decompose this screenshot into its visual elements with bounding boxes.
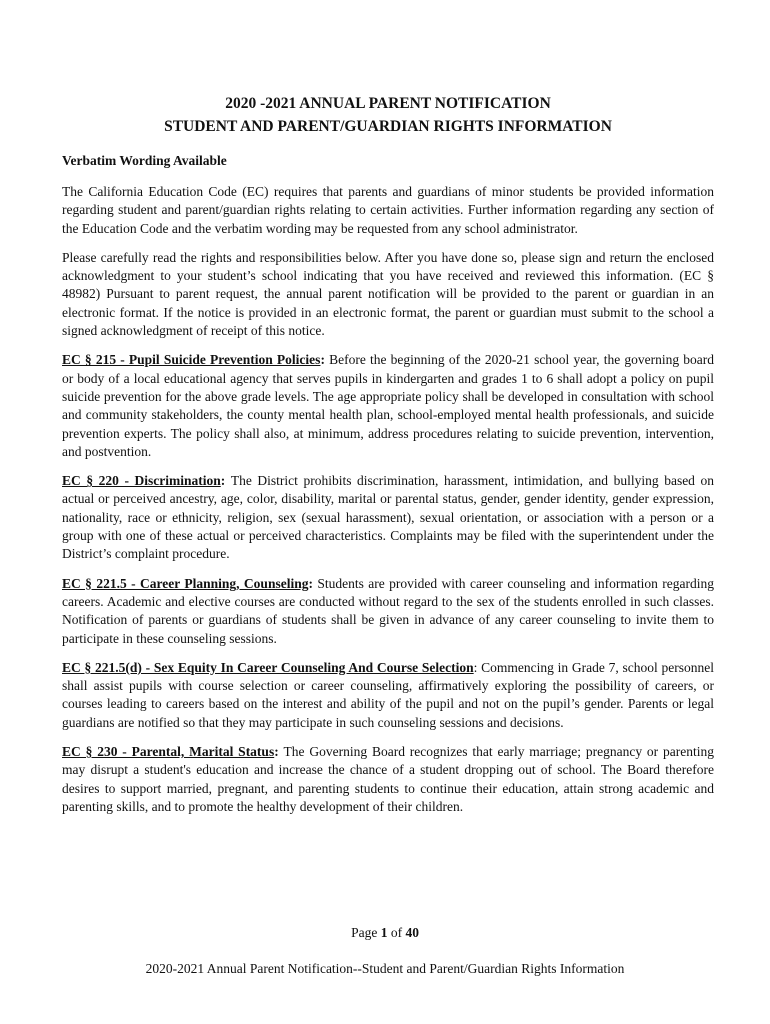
intro-paragraph-1: The California Education Code (EC) requires that parents and guardians of minor students be provided information regarding student and parent/guardian rights relating to certain activities. Further information regarding any section of the Education Code and the verbatim wording may be requested from any school administrator. (62, 184, 714, 236)
section-body: Students are provided with career counseling and information regarding careers. Academic and elective courses are conducted without regard to the sex of the students enrolled in such classes. Notification of parents or guardians of students shall be given in advance of any career counseling to invite them to participate in these counseling sessions. (62, 575, 714, 646)
page-current: 1 (380, 925, 388, 940)
title-block (62, 92, 714, 138)
page-number (0, 925, 770, 941)
page-of: of (387, 925, 406, 940)
section-separator: : (274, 744, 284, 760)
footer-document-title: 2020-2021 Annual Parent Notification--Student and Parent/Guardian Rights Information (145, 961, 625, 976)
section-body: The Governing Board recognizes that early marriage; pregnancy or parenting may disrupt a student's education and increase the chance of a student dropping out of school. The Board therefore desires to support married, pregnant, and parenting students to continue their education, attain strong academic and parenting skills, and to promote the healthy development of their children. (62, 744, 715, 814)
section-separator: : (320, 352, 330, 368)
section-ec-220 (62, 472, 714, 563)
document-title-line-1: 2020 -2021 ANNUAL PARENT NOTIFICATION (225, 95, 551, 112)
page-prefix: Page (351, 925, 381, 940)
section-title: EC § 221.5 - Career Planning, Counseling (62, 575, 309, 591)
section-body: Before the beginning of the 2020-21 school year, the governing board or body of a local educational agency that serves pupils in kindergarten and grades 1 to 6 shall adopt a policy on pupil suicide prevention for the above grade levels. The age appropriate policy shall be developed in consultation with school and community stakeholders, the county mental health plan, school-employed mental health professionals, and suicide prevention experts. The policy shall also, at minimum, address procedures relating to suicide prevention, intervention, and postvention. (62, 352, 715, 459)
section-title: EC § 221.5(d) - Sex Equity In Career Counseling And Course Selection (62, 659, 474, 675)
section-separator: : (473, 659, 482, 675)
document-body (62, 151, 714, 827)
section-body: Commencing in Grade 7, school personnel shall assist pupils with course selection or career counseling, affirmatively exploring the possibility of careers, or courses leading to careers based on the interest and ability of the pupil and not on the pupil’s gender. Parents or legal guardians are notified so that they may participate in such counseling sessions and decisions. (62, 659, 714, 730)
section-title: EC § 215 - Pupil Suicide Prevention Policies (62, 352, 321, 368)
section-ec-221-5-d (62, 659, 714, 732)
section-ec-221-5 (62, 575, 714, 648)
document-title-line-2: STUDENT AND PARENT/GUARDIAN RIGHTS INFORMATION (164, 118, 612, 135)
section-ec-230 (62, 743, 714, 816)
intro-paragraph-2: Please carefully read the rights and responsibilities below. After you have done so, please sign and return the enclosed acknowledgment to your student’s school indicating that you have received and reviewed this information. (EC § 48982) Pursuant to parent request, the annual parent notification will be provided to the parent or guardian in an electronic format. If the notice is provided in an electronic format, the parent or guardian must submit to the school a signed acknowledgment of receipt of this notice. (62, 249, 714, 339)
section-ec-215 (62, 351, 714, 461)
section-body: The District prohibits discrimination, harassment, intimidation, and bullying based on actual or perceived ancestry, age, color, disability, marital or parental status, gender, gender identity, gender expression, nationality, race or ethnicity, religion, sex (sexual harassment), sexual orientation, or association with a person or a group with one of these actual or perceived characteristics. Complaints may be filed with the superintendent under the District’s complaint procedure. (62, 473, 715, 562)
intro-heading: Verbatim Wording Available (62, 153, 227, 168)
section-title: EC § 230 - Parental, Marital Status (62, 744, 275, 760)
page-total: 40 (405, 925, 419, 940)
section-title: EC § 220 - Discrimination (62, 473, 221, 489)
section-separator: : (308, 575, 318, 591)
section-separator: : (220, 473, 231, 489)
